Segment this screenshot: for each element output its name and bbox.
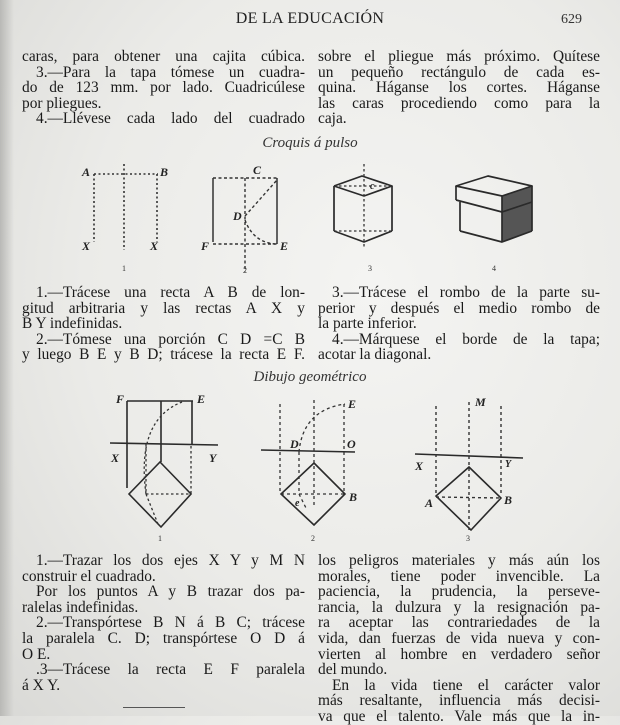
label-y: Y xyxy=(209,451,217,465)
top-left-column xyxy=(22,49,305,127)
text-line: paciencia, la prudencia, la perseve- xyxy=(318,583,600,601)
text-line: construir el cuadrado. xyxy=(22,567,156,585)
geometric-figure-2 xyxy=(255,390,375,550)
text-line: va que el talento. Vale más que la in- xyxy=(318,707,600,725)
text-line: 4.—Márquese el borde de la tapa; xyxy=(332,330,600,348)
text-line: la parte inferior. xyxy=(318,315,417,333)
label-m: M xyxy=(475,395,486,409)
figure-number: 1 xyxy=(158,534,162,543)
section-end-rule xyxy=(123,707,185,708)
text-line: Por los puntos A y B trazar dos pa- xyxy=(36,583,305,601)
label-x-right: X xyxy=(150,239,159,253)
dashed-arc-de xyxy=(299,404,345,452)
text-line: sobre el pliegue más próximo. Quítese xyxy=(318,48,600,65)
text-line: rancia, la dulzura y la resignación pa- xyxy=(318,598,600,616)
section-title-dibujo: Dibujo geométrico xyxy=(253,369,367,385)
label-x: X xyxy=(415,459,424,473)
cube-top-rhombus xyxy=(334,176,392,196)
page-number: 629 xyxy=(561,12,582,27)
text-line: del mundo. xyxy=(318,661,388,679)
text-line: la paralela C. D; transpórtese O D á xyxy=(22,629,305,647)
text-line: y luego B E y B D; trácese la recta E F. xyxy=(22,346,305,364)
figure-number: 4 xyxy=(492,264,496,273)
text-line: vierten al hombre en verdadero señor xyxy=(318,645,600,663)
label-b: B xyxy=(160,165,169,179)
dashed-arc-be xyxy=(245,220,275,244)
page-edge-shadow xyxy=(0,0,14,716)
text-line: B Y indefinidas. xyxy=(22,315,123,333)
figure-number: 2 xyxy=(243,266,247,275)
text-line: por pliegues. xyxy=(22,94,102,112)
croquis-right-column xyxy=(318,285,600,363)
figure-number: 3 xyxy=(368,264,372,273)
figure-number: 3 xyxy=(466,534,470,543)
text-line: quina. Háganse los cortes. Háganse xyxy=(318,79,600,97)
label-e: E xyxy=(348,397,357,411)
dashed-diagonal-bd xyxy=(245,180,277,216)
text-line: O E. xyxy=(22,645,51,663)
figure-number: 1 xyxy=(122,264,126,273)
top-right-column xyxy=(318,49,600,127)
croquis-figure-4 xyxy=(450,160,550,280)
label-d: D xyxy=(233,209,242,223)
text-line: á X Y. xyxy=(22,676,61,694)
text-line: 2.—Transpórtese B N á B C; trácese xyxy=(36,614,305,632)
dashed-ab xyxy=(436,497,501,498)
label-a: A xyxy=(425,496,434,510)
text-line: perior y después el medio rombo de xyxy=(318,299,600,317)
label-e-small: e xyxy=(295,498,300,509)
label-e: E xyxy=(197,392,206,406)
label-x: X xyxy=(111,451,120,465)
text-line: .3—Trácese la recta E F paralela xyxy=(36,661,305,679)
dashed-arc xyxy=(144,402,182,494)
text-line: 4.—Llévese cada lado del cuadrado xyxy=(36,110,305,128)
geometric-figure-3 xyxy=(405,390,535,550)
axis-xy xyxy=(110,443,218,445)
text-line: morales, tiene poder invencible. La xyxy=(318,567,600,585)
geometric-left-column xyxy=(22,553,305,693)
dashed-slant xyxy=(146,494,158,524)
label-b: B xyxy=(349,490,358,504)
text-line: caja. xyxy=(318,110,347,128)
text-line: 2.—Tómese una porción C D =C B xyxy=(36,330,305,348)
croquis-left-column xyxy=(22,285,305,363)
axis-line xyxy=(261,450,355,452)
text-line: vida, dan fuerzas de vida nueva y con- xyxy=(318,629,600,647)
label-y: Y xyxy=(505,459,512,470)
text-line: gitud arbitraria y las rectas A X y xyxy=(22,299,305,317)
figure-number: 2 xyxy=(311,534,315,543)
label-e: E xyxy=(280,239,289,253)
label-a: A xyxy=(82,165,91,179)
label-b: B xyxy=(504,493,513,507)
label-d: D xyxy=(290,437,299,451)
text-line: do de 123 mm. por lado. Cuadricúlese xyxy=(22,79,305,97)
cube-bottom-half-rhombus xyxy=(334,231,392,242)
text-line: caras, para obtener una cajita cúbica. xyxy=(22,48,305,65)
text-line: ra aceptar las contrariedades de la xyxy=(318,614,600,632)
croquis-figure-3 xyxy=(330,160,430,280)
label-f: F xyxy=(201,239,210,253)
dashed-slant xyxy=(299,494,306,508)
croquis-figure-1 xyxy=(70,160,180,280)
label-o: O xyxy=(347,437,356,451)
label-c: C xyxy=(253,163,262,177)
text-line: un pequeño rectángulo de cada es- xyxy=(318,63,600,81)
text-line: las caras procediendo como para la xyxy=(318,94,600,112)
text-line: 1.—Trácese una recta A B de lon- xyxy=(36,284,305,301)
label-x-left: X xyxy=(82,239,91,253)
text-line: acotar la diagonal. xyxy=(318,346,432,364)
text-line: 3.—Para la tapa tómese un cuadra- xyxy=(36,63,305,81)
croquis-figure-2 xyxy=(195,160,305,280)
label-f: F xyxy=(116,392,125,406)
text-line: más resaltante, influencia más decisi- xyxy=(318,692,600,710)
text-line: En la vida tiene el carácter valor xyxy=(332,676,600,694)
text-line: 3.—Trácese el rombo de la parte su- xyxy=(332,284,600,301)
geometric-right-column xyxy=(318,553,600,725)
text-line: 1.—Trazar los dos ejes X Y y M N xyxy=(36,552,305,569)
running-header: DE LA EDUCACIÓN xyxy=(235,10,385,27)
section-title-croquis: Croquis á pulso xyxy=(262,135,358,151)
geometric-figure-1 xyxy=(100,390,240,550)
label-c-small: c xyxy=(370,181,375,192)
text-line: los peligros materiales y más aún los xyxy=(318,552,600,569)
text-line: ralelas indefinidas. xyxy=(22,598,139,616)
